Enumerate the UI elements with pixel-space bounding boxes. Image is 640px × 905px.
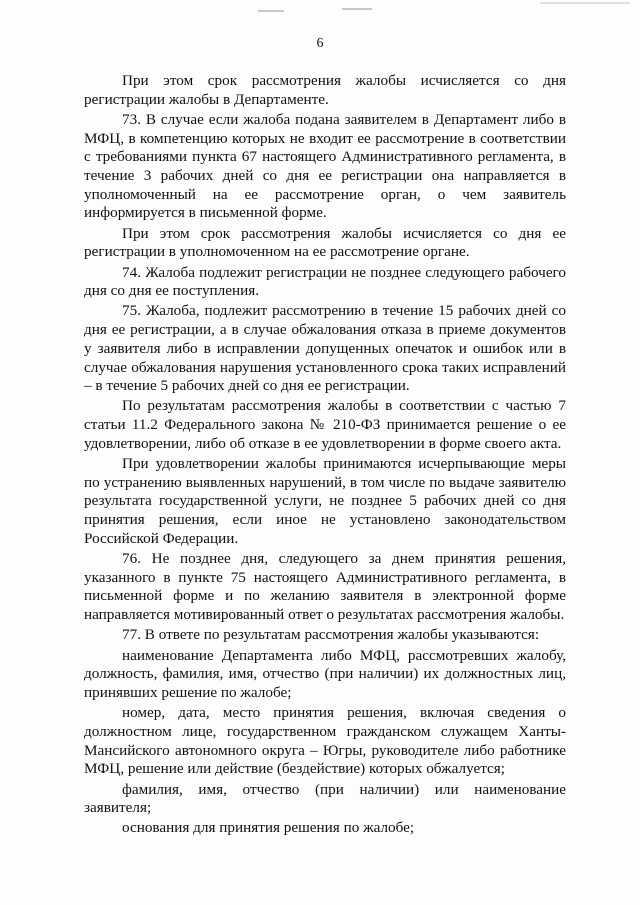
scan-artifact-left [258, 10, 284, 12]
paragraph-list-item-name: наименование Департамента либо МФЦ, рассмотревших жалобу, должность, фамилия, имя, отчество (при наличии) их должностных лиц, принявших решение по жалобе; [84, 646, 566, 701]
paragraph-decision: По результатам рассмотрения жалобы в соответствии с частью 7 статьи 11.2 Федерального закона № 210-ФЗ принимается решение о ее удовлетворении, либо об отказе в ее удовлетворении в форме своего акта. [84, 397, 566, 452]
paragraph-77: 77. В ответе по результатам рассмотрения жалобы указываются: [122, 626, 540, 644]
paragraph-satisfaction-measures: При удовлетворении жалобы принимаются исчерпывающие меры по устранению выявленных нарушений, в том числе по выдаче заявителю результата государственной услуги, не позднее 5 рабочих дней со дня принятия решения, если иное не установлено законодательством Российской Федерации. [84, 455, 566, 547]
paragraph-list-item-number-date: номер, дата, место принятия решения, включая сведения о должностном лице, государственном гражданском служащем Ханты-Мансийского автономного округа – Югры, руководителе либо работнике МФЦ, решение или действие (бездействие) которых обжалуется; [84, 704, 566, 778]
paragraph-76: 76. Не позднее дня, следующего за днем принятия решения, указанного в пункте 75 настоящего Административного регламента, в письменной форме и по желанию заявителя в электронной форме направляется мотивированный ответ о результатах рассмотрения жалобы. [84, 550, 566, 624]
paragraph-review-term-department: При этом срок рассмотрения жалобы исчисляется со дня регистрации жалобы в Департаменте. [84, 72, 566, 108]
paragraph-74: 74. Жалоба подлежит регистрации не позднее следующего рабочего дня со дня ее поступления. [84, 263, 566, 300]
paragraph-list-item-applicant: фамилия, имя, отчество (при наличии) или наименование заявителя; [84, 780, 566, 817]
scan-artifact-right [540, 2, 630, 4]
paragraph-73: 73. В случае если жалоба подана заявителем в Департамент либо в МФЦ, в компетенцию которых не входит ее рассмотрение в соответствии с требованиями пункта 67 настоящего Административного регламента, в течение 3 рабочих дней со дня ее регистрации она направляется в уполномоченный на ее рассмотрение орган, о чем заявитель информируется в письменной форме. [84, 110, 566, 222]
paragraph-list-item-grounds: основания для принятия решения по жалобе; [122, 819, 415, 837]
scan-artifact-center [342, 8, 372, 10]
document-body [84, 72, 566, 840]
paragraph-75: 75. Жалоба, подлежит рассмотрению в течение 15 рабочих дней со дня ее регистрации, а в случае обжалования отказа в приеме документов у заявителя либо в исправлении допущенных опечаток и ошибок или в случае обжалования нарушения установленного срока таких исправлений – в течение 5 рабочих дней со дня ее регистрации. [84, 302, 566, 395]
page-number: 6 [316, 36, 324, 51]
paragraph-review-term-authorized-body: При этом срок рассмотрения жалобы исчисляется со дня ее регистрации в уполномоченном на ее рассмотрение органе. [84, 224, 566, 261]
